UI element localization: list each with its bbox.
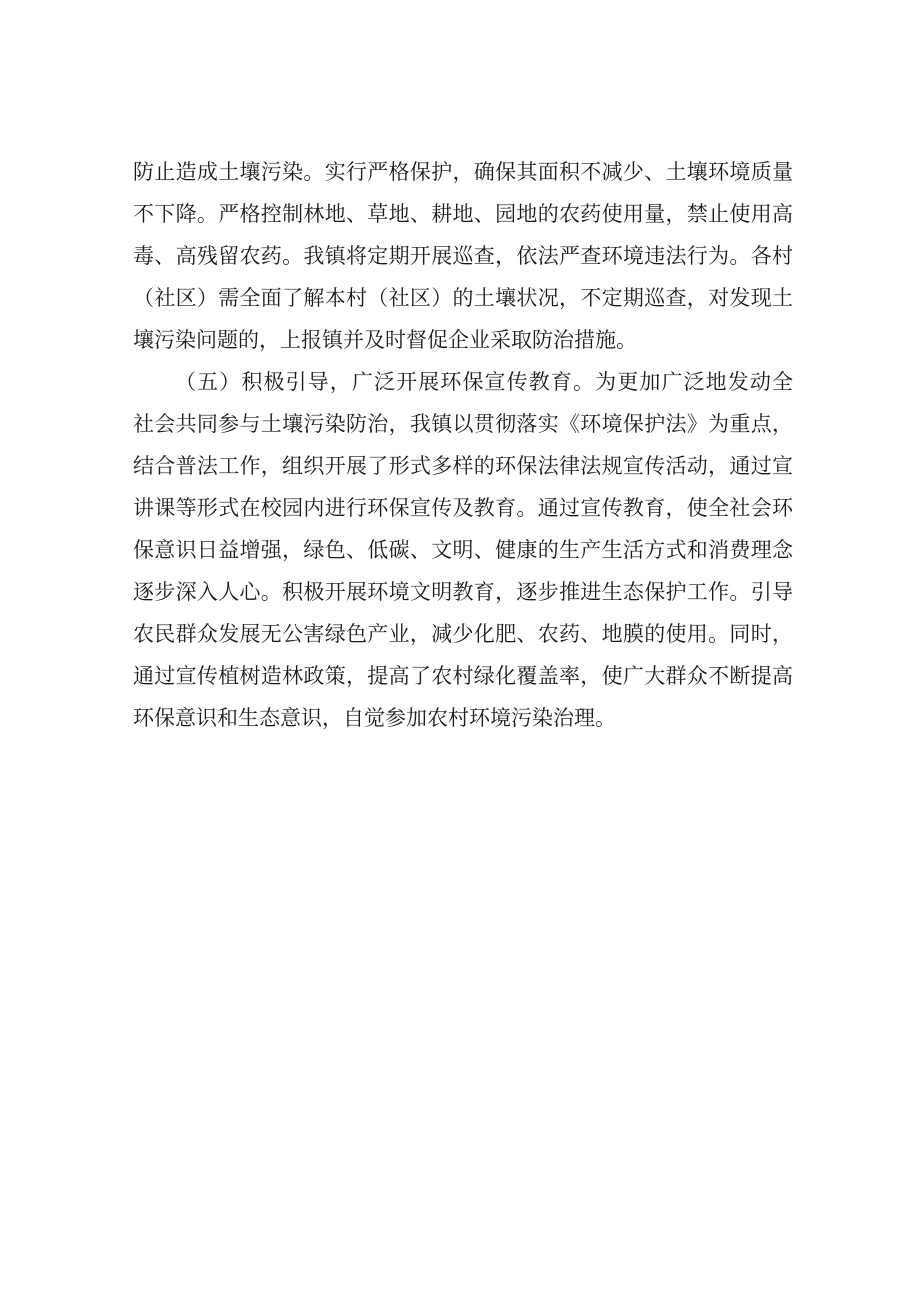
- paragraph-line: 通过宣传植树造林政策，提高了农村绿化覆盖率，使广大群众不断提高: [133, 664, 793, 688]
- paragraph-line: 环保意识和生态意识，自觉参加农村环境污染治理。: [133, 706, 616, 730]
- paragraph-line: 不下降。严格控制林地、草地、耕地、园地的农药使用量，禁止使用高: [133, 202, 793, 226]
- paragraph-line: 壤污染问题的，上报镇并及时督促企业采取防治措施。: [133, 328, 637, 352]
- paragraph-line: 逐步深入人心。积极开展环境文明教育，逐步推进生态保护工作。引导: [133, 580, 793, 604]
- paragraph-line: 结合普法工作，组织开展了形式多样的环保法律法规宣传活动，通过宣: [133, 454, 793, 478]
- section-heading-line: （五）积极引导，广泛开展环保宣传教育。为更加广泛地发动全: [175, 370, 793, 394]
- paragraph-line: 讲课等形式在校园内进行环保宣传及教育。通过宣传教育，使全社会环: [133, 496, 793, 520]
- paragraph-line: （社区）需全面了解本村（社区）的土壤状况，不定期巡查，对发现土: [133, 286, 793, 310]
- paragraph-line: 防止造成土壤污染。实行严格保护，确保其面积不减少、土壤环境质量: [133, 160, 793, 184]
- paragraph-line: 农民群众发展无公害绿色产业，减少化肥、农药、地膜的使用。同时，: [133, 622, 793, 646]
- paragraph-line: 毒、高残留农药。我镇将定期开展巡查，依法严查环境违法行为。各村: [133, 244, 793, 268]
- paragraph-line: 保意识日益增强，绿色、低碳、文明、健康的生产生活方式和消费理念: [133, 538, 793, 562]
- paragraph-line: 社会共同参与土壤污染防治，我镇以贯彻落实《环境保护法》为重点，: [133, 412, 793, 436]
